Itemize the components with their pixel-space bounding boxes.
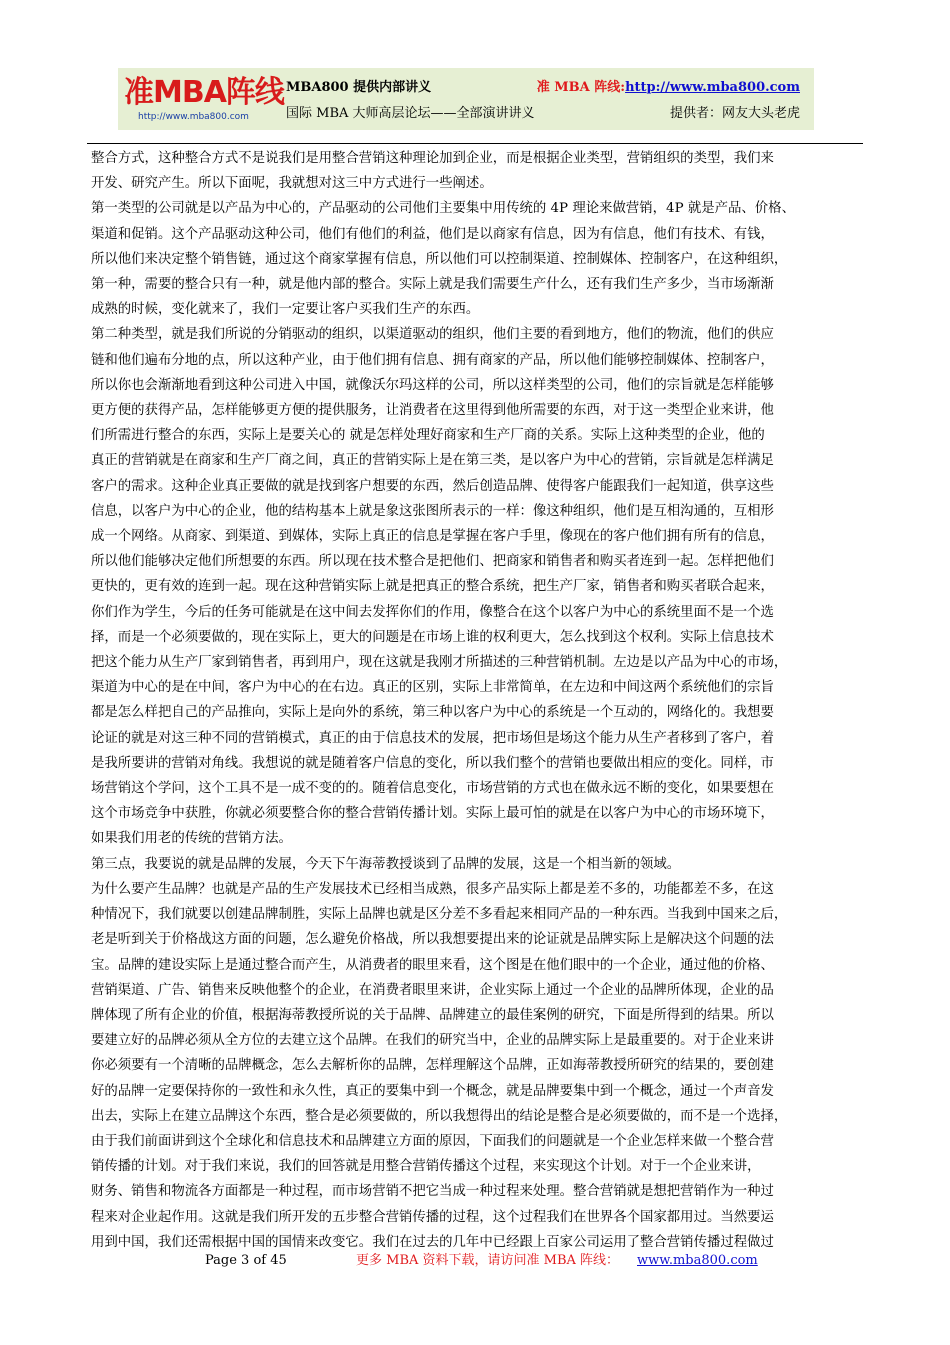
header-divider [87, 143, 863, 144]
text-line: 真正的营销就是在商家和生产厂商之间，真正的营销实际上是在第三类，是以客户为中心的营销，宗旨就是怎样满足 [91, 453, 774, 469]
logo-text: 准MBA阵线 [124, 75, 284, 110]
text-line: 信息，以客户为中心的企业，他的结构基本上就是象这张图所表示的一样：像这种组织，他们是互相沟通的，互相形 [91, 503, 774, 519]
text-line: 老是听到关于价格战这方面的问题，怎么避免价格战，所以我想要提出来的论证就是品牌实际上是解决这个问题的法 [91, 932, 774, 948]
text-line: 牌体现了所有企业的价值，根据海蒂教授所说的关于品牌、品牌建立的最佳案例的研究，下面是所得到的结果。所以 [91, 1007, 774, 1023]
text-line: 链和他们遍布分地的点，所以这种产业，由于他们拥有信息、拥有商家的产品，所以他们能够控制媒体、控制客户， [91, 352, 774, 368]
text-line: 好的品牌一定要保持你的一致性和永久性，真正的要集中到一个概念，就是品牌要集中到一个概念，通过一个声音发 [91, 1083, 774, 1099]
text-line: 宝。品牌的建设实际上是通过整合而产生，从消费者的眼里来看，这个图是在他们眼中的一个企业，通过他的价格、 [91, 957, 774, 973]
text-line: 择，而是一个必须要做的，现在实际上，更大的问题是在市场上谁的权利更大，怎么找到这个权利。实际上信息技术 [91, 629, 774, 645]
mba-logo[interactable] [124, 75, 284, 124]
text-line: 营销渠道、广告、销售来反映他整个的企业，在消费者眼里来讲，企业实际上通过一个企业的品牌所体现，企业的品 [91, 982, 774, 998]
footer-download-note: 更多 MBA 资料下载，请访问准 MBA 阵线： [356, 1253, 620, 1268]
text-line: 为什么要产生品牌？也就是产品的生产发展技术已经相当成熟，很多产品实际上都是差不多的，功能都差不多，在这 [91, 881, 774, 897]
text-line: 第一类型的公司就是以产品为中心的，产品驱动的公司他们主要集中用传统的 4P 理论来做营销，4P 就是产品、价格、 [91, 201, 795, 217]
header-site-link-group [537, 80, 800, 96]
text-line: 用到中国，我们还需根据中国的国情来改变它。我们在过去的几年中已经跟上百家公司运用了整合营销传播过程做过 [91, 1234, 774, 1250]
text-line: 是我所要讲的营销对角线。我想说的就是随着客户信息的变化，所以我们整个的营销也要做出相应的变化。同样，市 [91, 755, 774, 771]
text-line: 场营销这个学问，这个工具不是一成不变的的。随着信息变化，市场营销的方式也在做永远不断的变化，如果要想在 [91, 781, 774, 797]
logo-url: http://www.mba800.com [138, 112, 249, 122]
text-line: 更快的，更有效的连到一起。现在这种营销实际上就是把真正的整合系统，把生产厂家，销售者和购买者联合起来， [91, 579, 774, 595]
text-line: 种情况下，我们就要以创建品牌制胜，实际上品牌也就是区分差不多看起来相同产品的一种东西。当我到中国来之后， [91, 907, 788, 923]
text-line: 你们作为学生，今后的任务可能就是在这中间去发挥你们的作用，像整合在这个以客户为中心的系统里面不是一个选 [91, 604, 774, 620]
text-line: 销传播的计划。对于我们来说，我们的回答就是用整合营销传播这个过程，来实现这个计划。对于一个企业来讲， [91, 1159, 761, 1175]
page-number: Page 3 of 45 [205, 1253, 287, 1268]
text-line: 所以你也会渐渐地看到这种公司进入中国，就像沃尔玛这样的公司，所以这样类型的公司，他们的宗旨就是怎样能够 [91, 377, 774, 393]
text-line: 客户的需求。这种企业真正要做的就是找到客户想要的东西，然后创造品牌、使得客户能跟我们一起知道，供享这些 [91, 478, 774, 494]
footer-site-link[interactable]: www.mba800.com [637, 1253, 758, 1268]
text-line: 更方便的获得产品，怎样能够更方便的提供服务，让消费者在这里得到他所需要的东西，对于这一类型企业来讲，他 [91, 403, 774, 419]
text-line: 成一个网络。从商家、到渠道、到媒体，实际上真正的信息是掌握在客户手里，像现在的客户他们拥有所有的信息， [91, 529, 774, 545]
text-line: 都是怎么样把自己的产品推向，实际上是向外的系统，第三种以客户为中心的系统是一个互动的，网络化的。我想要 [91, 705, 774, 721]
text-line: 所以他们来决定整个销售链，通过这个商家掌握有信息，所以他们可以控制渠道、控制媒体、控制客户，在这种组织， [91, 251, 788, 267]
header-contributor: 提供者：网友大头老虎 [669, 106, 800, 121]
text-line: 开发、研究产生。所以下面呢，我就想对这三中方式进行一些阐述。 [91, 176, 493, 192]
text-line: 出去，实际上在建立品牌这个东西，整合是必须要做的，所以我想得出的结论是整合是必须要做的，而不是一个选择， [91, 1108, 788, 1124]
document-body [91, 146, 861, 1255]
text-line: 们所需进行整合的东西，实际上是要关心的 就是怎样处理好商家和生产厂商的关系。实际上这种类型的企业，他的 [91, 428, 765, 444]
text-line: 渠道和促销。这个产品驱动这种公司，他们有他们的利益，他们是以商家有信息，因为有信息，他们有技术、有钱， [91, 226, 774, 242]
text-line: 整合方式，这种整合方式不是说我们是用整合营销这种理论加到企业，而是根据企业类型，营销组织的类型，我们来 [91, 151, 774, 166]
text-line: 渠道为中心的是在中间，客户为中心的在右边。真正的区别，实际上非常简单，在左边和中间这两个系统他们的宗旨 [91, 680, 774, 696]
text-line: 由于我们前面讲到这个全球化和信息技术和品牌建立方面的原因，下面我们的问题就是一个企业怎样来做一个整合营 [91, 1133, 774, 1149]
text-line: 财务、销售和物流各方面都是一种过程，而市场营销不把它当成一种过程来处理。整合营销就是想把营销作为一种过 [91, 1184, 774, 1200]
text-line: 把这个能力从生产厂家到销售者，再到用户，现在这就是我刚才所描述的三种营销机制。左边是以产品为中心的市场， [91, 655, 788, 671]
text-line: 论证的就是对这三种不同的营销模式，真正的由于信息技术的发展，把市场但是场这个能力从生产者移到了客户，着 [91, 730, 774, 746]
text-line: 成熟的时候，变化就来了，我们一定要让客户买我们生产的东西。 [91, 302, 480, 318]
text-line: 如果我们用老的传统的营销方法。 [91, 831, 292, 847]
header-provider-title: MBA800 提供内部讲义 [286, 80, 432, 95]
text-line: 第一种，需要的整合只有一种，就是他内部的整合。实际上就是我们需要生产什么，还有我们生产多少，当市场渐渐 [91, 277, 774, 293]
header-forum-title: 国际 MBA 大师高层论坛——全部演讲讲义 [286, 106, 535, 121]
header-site-link[interactable]: http://www.mba800.com [625, 80, 800, 95]
text-line: 所以他们能够决定他们所想要的东西。所以现在技术整合是把他们、把商家和销售者和购买者连到一起。怎样把他们 [91, 554, 774, 570]
text-line: 这个市场竞争中获胜，你就必须要整合你的整合营销传播计划。实际上最可怕的就是在以客户为中心的市场环境下， [91, 806, 774, 822]
page-header [118, 68, 814, 130]
text-line: 第三点，我要说的就是品牌的发展，今天下午海蒂教授谈到了品牌的发展，这是一个相当新的领域。 [91, 856, 681, 872]
text-line: 你必须要有一个清晰的品牌概念，怎么去解析你的品牌，怎样理解这个品牌，正如海蒂教授所研究的结果的，要创建 [91, 1058, 774, 1074]
text-line: 第二种类型，就是我们所说的分销驱动的组织，以渠道驱动的组织，他们主要的看到地方，他们的物流，他们的供应 [91, 327, 774, 343]
text-line: 程来对企业起作用。这就是我们所开发的五步整合营销传播的过程，这个过程我们在世界各个国家都用过。当然要运 [91, 1209, 774, 1225]
text-line: 要建立好的品牌必须从全方位的去建立这个品牌。在我们的研究当中，企业的品牌实际上是最重要的。对于企业来讲 [91, 1033, 774, 1049]
header-site-label: 准 MBA 阵线: [536, 80, 626, 95]
